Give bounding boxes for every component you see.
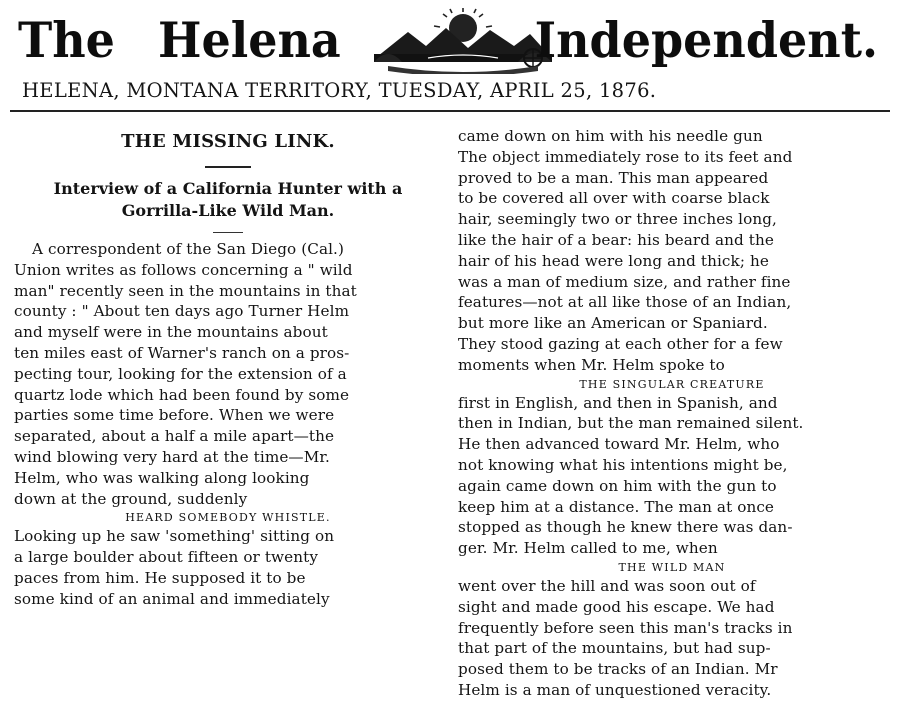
text-line: They stood gazing at each other for a few: [458, 334, 783, 353]
dateline: HELENA, MONTANA TERRITORY, TUESDAY, APRIL 25, 1876.: [22, 79, 657, 102]
text-line: paces from him. He supposed it to be: [14, 568, 306, 587]
section-subhead: THE SINGULAR CREATURE: [579, 377, 765, 391]
article-column-right: [458, 126, 886, 701]
text-line: moments when Mr. Helm spoke to: [458, 355, 725, 374]
text-line: hair, seemingly two or three inches long,: [458, 210, 777, 229]
text-line: but more like an American or Spaniard.: [458, 314, 768, 333]
headline-rule: [205, 166, 251, 168]
text-line: pecting tour, looking for the extension of a: [14, 364, 347, 383]
article-subhead-line-2: Gorrilla-Like Wild Man.: [121, 201, 335, 220]
text-line: hair of his head were long and thick; he: [458, 251, 769, 270]
text-line: ten miles east of Warner's ranch on a pros-: [14, 343, 350, 362]
text-line: again came down on him with the gun to: [458, 476, 777, 495]
article-column-left: [14, 118, 442, 610]
masthead-word-the: The: [18, 11, 115, 69]
text-line: posed them to be tracks of an Indian. Mr: [458, 660, 778, 679]
text-line: like the hair of a bear: his beard and the: [458, 230, 774, 249]
text-line: sight and made good his escape. We had: [458, 597, 775, 616]
text-line: down at the ground, suddenly: [14, 489, 248, 508]
masthead-divider: [10, 110, 890, 112]
text-line: and myself were in the mountains about: [14, 323, 328, 342]
masthead-word-helena: Helena: [158, 11, 341, 69]
text-line: parties some time before. When we were: [14, 406, 335, 425]
text-line: Helm, who was walking along looking: [14, 468, 310, 487]
text-line: frequently before seen this man's tracks in: [458, 618, 793, 637]
text-line: not knowing what his intentions might be,: [458, 455, 788, 474]
text-line: ger. Mr. Helm called to me, when: [458, 539, 718, 558]
section-subhead: HEARD SOMEBODY WHISTLE.: [125, 511, 331, 525]
text-line: county : " About ten days ago Turner Helm: [14, 302, 350, 321]
text-line: stopped as though he knew there was dan-: [458, 518, 793, 537]
masthead-vignette-icon: [368, 6, 558, 74]
text-line: Union writes as follows concerning a " wild: [14, 260, 353, 279]
text-line: features—not at all like those of an Indian,: [458, 293, 792, 312]
text-line: Looking up he saw 'something' sitting on: [14, 527, 335, 546]
text-line: then in Indian, but the man remained silent.: [458, 414, 804, 433]
text-line: The object immediately rose to its feet and: [458, 147, 793, 166]
text-line: He then advanced toward Mr. Helm, who: [458, 435, 780, 454]
text-line: went over the hill and was soon out of: [458, 576, 756, 595]
text-line: man" recently seen in the mountains in that: [14, 281, 357, 300]
text-line: was a man of medium size, and rather fine: [458, 272, 791, 291]
text-line: proved to be a man. This man appeared: [458, 168, 769, 187]
text-line: first in English, and then in Spanish, and: [458, 393, 778, 412]
text-line: came down on him with his needle gun: [458, 127, 763, 145]
text-line: separated, about a half a mile apart—the: [14, 427, 335, 446]
text-line: wind blowing very hard at the time—Mr.: [14, 447, 330, 466]
text-line: quartz lode which had been found by some: [14, 385, 350, 404]
text-line: A correspondent of the San Diego (Cal.): [32, 240, 345, 258]
masthead: [0, 0, 900, 78]
text-line: Helm is a man of unquestioned veracity.: [458, 680, 772, 699]
text-line: some kind of an animal and immediately: [14, 589, 330, 608]
text-line: keep him at a distance. The man at once: [458, 497, 775, 516]
subhead-rule: [213, 232, 243, 233]
article-headline: THE MISSING LINK.: [121, 131, 335, 152]
section-subhead: THE WILD MAN: [618, 560, 726, 574]
text-line: to be covered all over with coarse black: [458, 189, 770, 208]
article-body-left: [14, 239, 442, 610]
text-line: that part of the mountains, but had sup-: [458, 639, 771, 658]
text-line: a large boulder about fifteen or twenty: [14, 548, 319, 567]
article-subhead-line-1: Interview of a California Hunter with a: [53, 179, 403, 198]
masthead-word-independent: Independent.: [534, 11, 878, 69]
